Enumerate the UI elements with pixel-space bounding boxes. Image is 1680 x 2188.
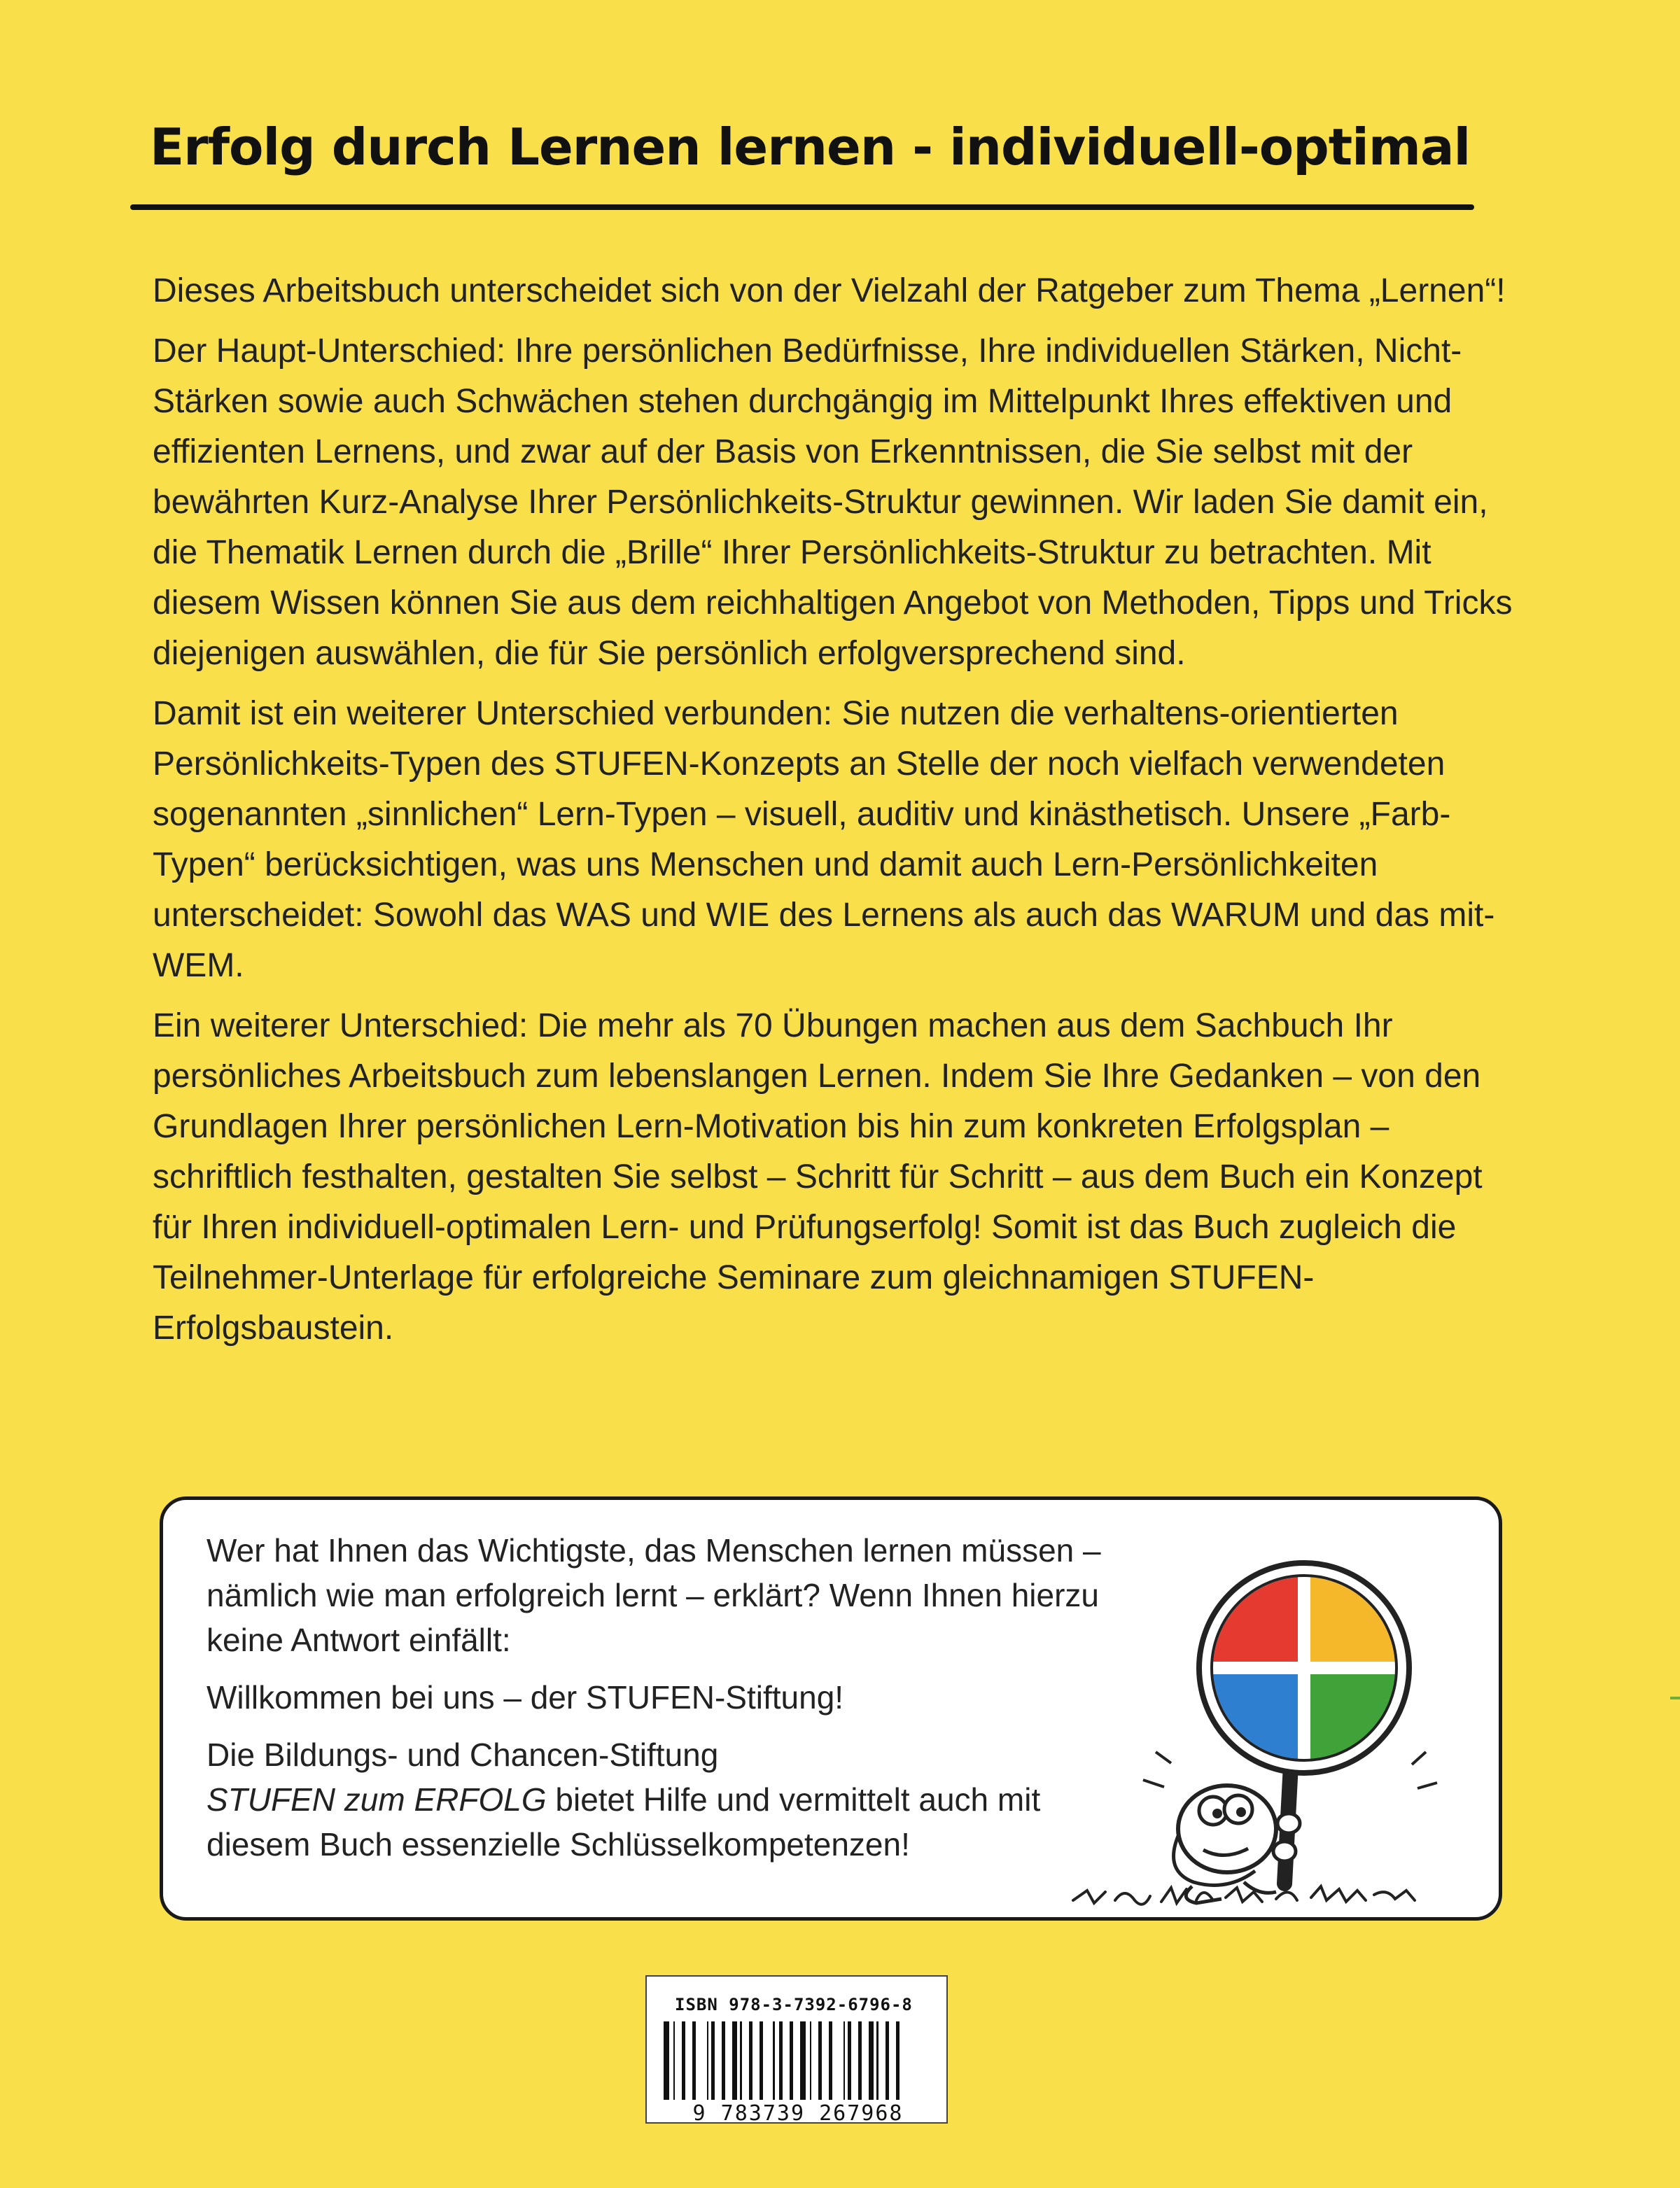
paragraph-exercises: Ein weiterer Unterschied: Die mehr als 70 Übungen machen aus dem Sachbuch Ihr persönliches Arbeitsbuch zum lebenslangen Lernen. Indem Sie Ihre Gedanken – von den Grundlagen Ihrer persönlichen Lern-Motivation bis hin zum konkreten Erfolgsplan – schriftlich festhalten, gestalten Sie selbst – Schritt für Schritt – aus dem Buch ein Konzept für Ihren individuell-optimalen Lern- und Prüfungserfolg! Somit ist das Buch zugleich die Teilnehmer-Unterlage für erfolgreiche Seminare zum gleichnamigen STUFEN-Erfolgsbaustein. xyxy=(153,1007,1483,1347)
barcode-bar xyxy=(792,2021,793,2100)
barcode-bar xyxy=(779,2021,781,2100)
barcode-bar xyxy=(802,2021,804,2100)
title-underline xyxy=(130,204,1474,210)
barcode-bar xyxy=(896,2021,898,2100)
barcode-bar xyxy=(898,2021,899,2100)
description-text xyxy=(153,266,1525,1363)
edge-mark xyxy=(1670,1697,1680,1699)
info-box-text xyxy=(206,1528,1116,1879)
barcode-bar xyxy=(736,2021,737,2100)
barcode-bar xyxy=(682,2021,684,2100)
barcode-bar xyxy=(858,2021,860,2100)
barcode-bar xyxy=(711,2021,713,2100)
mascot-illustration xyxy=(1066,1542,1542,1934)
barcode-bar xyxy=(871,2021,872,2100)
barcode-bar xyxy=(750,2021,752,2100)
barcode-bar xyxy=(887,2021,889,2100)
barcode-bar xyxy=(848,2021,849,2100)
barcode-bar xyxy=(665,2021,667,2100)
box-foundation xyxy=(206,1732,1116,1867)
foundation-rest: bietet Hilfe und vermittelt auch mit diesem Buch essenzielle Schlüsselkompetenzen! xyxy=(206,1781,1041,1863)
barcode-bar xyxy=(713,2021,715,2100)
barcode-bar xyxy=(740,2021,742,2100)
isbn-label: ISBN 978-3-7392-6796-8 xyxy=(675,1995,913,2014)
barcode-bar xyxy=(673,2021,675,2100)
barcode-bar xyxy=(732,2021,734,2100)
paragraph-main-difference: Der Haupt-Unterschied: Ihre persönlichen Bedürfnisse, Ihre individuellen Stärken, Nicht-Stärken sowie auch Schwächen stehen durchgängig im Mittelpunkt Ihres effektiven und effizienten Lernens, und zwar auf der Basis von Erkenntnissen, die Sie selbst mit der bewährten Kurz-Analyse Ihrer Persönlichkeits-Struktur gewinnen. Wir laden Sie damit ein, die Thematik Lernen durch die „Brille“ Ihrer Persönlichkeits-Struktur zu betrachten. Mit diesem Wissen können Sie aus dem reichhaltigen Angebot von Methoden, Tipps und Tricks diejenigen auswählen, die für Sie persönlich erfolgversprechend sind. xyxy=(153,332,1513,672)
barcode-digits: 9 783739 267968 xyxy=(692,2101,904,2126)
cover-title: Erfolg durch Lernen lernen - individuell-optimal xyxy=(150,118,1471,176)
barcode-bar xyxy=(804,2021,806,2100)
barcode-bar xyxy=(664,2021,665,2100)
barcode-bar xyxy=(869,2021,871,2100)
barcode-bar xyxy=(810,2021,811,2100)
barcode-bar xyxy=(860,2021,862,2100)
box-welcome: Willkommen bei uns – der STUFEN-Stiftung! xyxy=(206,1679,844,1716)
foundation-intro: Die Bildungs- und Chancen-Stiftung xyxy=(206,1737,719,1773)
barcode-bar xyxy=(820,2021,822,2100)
barcode-bar xyxy=(762,2021,763,2100)
foundation-name: STUFEN zum ERFOLG xyxy=(206,1781,547,1818)
barcode-bar xyxy=(781,2021,783,2100)
barcode-bar xyxy=(707,2021,708,2100)
barcode-bar xyxy=(749,2021,750,2100)
barcode-bar xyxy=(760,2021,762,2100)
barcode-bar xyxy=(818,2021,820,2100)
box-question: Wer hat Ihnen das Wichtigste, das Menschen lernen müssen – nämlich wie man erfolgreich lernt – erklärt? Wenn Ihnen hierzu keine Antwort einfällt: xyxy=(206,1532,1101,1658)
barcode-bar xyxy=(886,2021,887,2100)
paragraph-further-difference: Damit ist ein weiterer Unterschied verbunden: Sie nutzen die verhaltens-orientierten Persönlichkeits-Typen des STUFEN-Konzepts an Stelle der noch vielfach verwendeten sogenannten „sinnlichen“ Lern-Typen – visuell, auditiv und kinästhetisch. Unsere „Farb-Typen“ berücksichtigen, was uns Menschen und damit auch Lern-Persönlichkeiten unterscheidet: Sowohl das WAS und WIE des Lernens als auch das WARUM und das mit-WEM. xyxy=(153,695,1495,984)
isbn-barcode xyxy=(645,1975,948,2124)
artist-signature xyxy=(1073,1886,1415,1905)
barcode-bar xyxy=(722,2021,723,2100)
barcode-bar xyxy=(694,2021,696,2100)
barcode-bar xyxy=(723,2021,725,2100)
barcode-bar xyxy=(734,2021,736,2100)
barcode-bar xyxy=(692,2021,694,2100)
barcode-bar xyxy=(872,2021,874,2100)
mascot-hand xyxy=(1278,1814,1300,1833)
barcode-bar xyxy=(876,2021,878,2100)
barcode-bar xyxy=(667,2021,669,2100)
color-wheel-icon xyxy=(1199,1563,1409,1773)
barcode-bar xyxy=(684,2021,685,2100)
barcode-bar xyxy=(773,2021,775,2100)
barcode-bar xyxy=(844,2021,845,2100)
barcode-bar xyxy=(790,2021,792,2100)
barcode-bar xyxy=(849,2021,851,2100)
barcode-bar xyxy=(800,2021,802,2100)
foundation-info-box xyxy=(160,1496,1502,1921)
barcode-bars xyxy=(657,2021,939,2100)
paragraph-intro: Dieses Arbeitsbuch unterscheidet sich von der Vielzahl der Ratgeber zum Thema „Lernen“! xyxy=(153,272,1506,309)
barcode-bar xyxy=(829,2021,830,2100)
barcode-bar xyxy=(830,2021,832,2100)
